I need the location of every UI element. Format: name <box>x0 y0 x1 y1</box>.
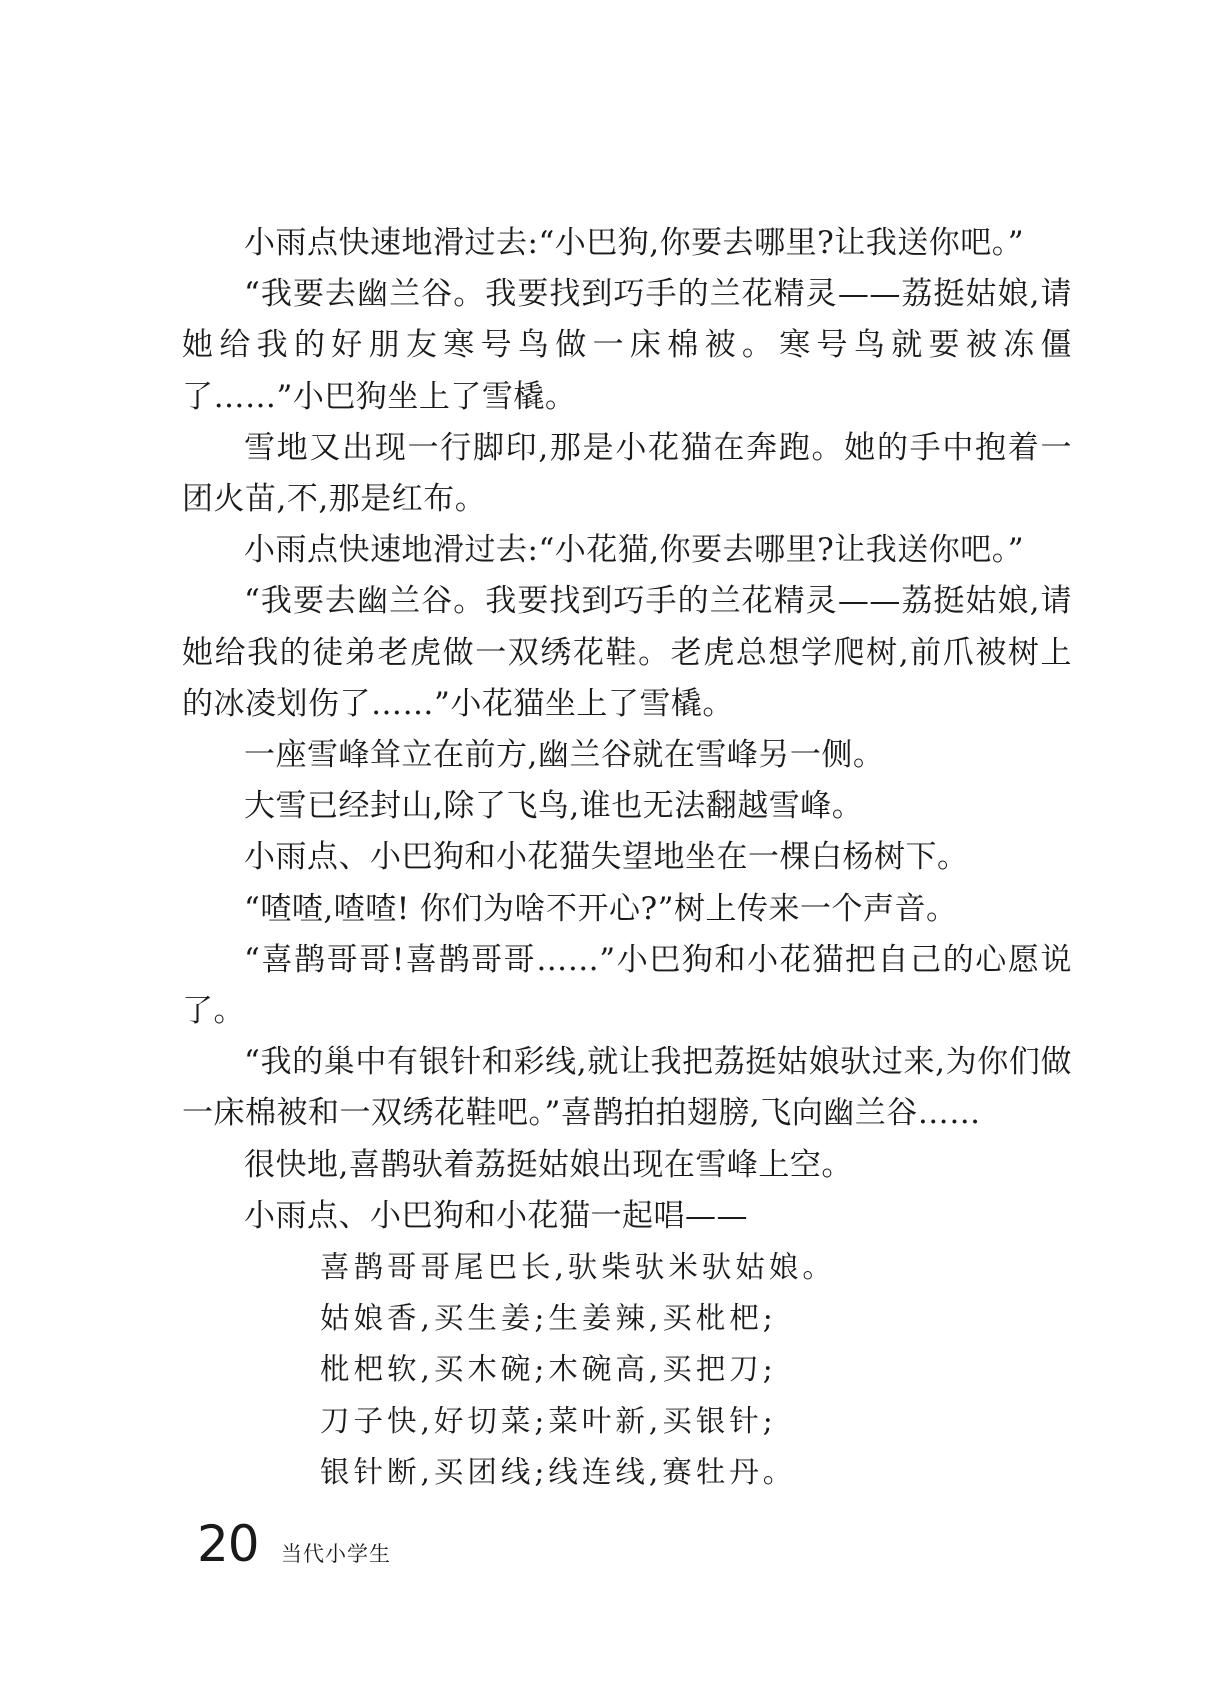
poem-line: 枇杷软,买木碗;木碗高,买把刀; <box>320 1352 777 1387</box>
paragraph: 很快地,喜鹊驮着荔挺姑娘出现在雪峰上空。 <box>244 1146 853 1183</box>
paragraph: 小雨点快速地滑过去:“小巴狗,你要去哪里?让我送你吧。” <box>244 225 1025 261</box>
paragraph: 大雪已经封山,除了飞鸟,谁也无法翻越雪峰。 <box>244 788 864 825</box>
poem-line: 喜鹊哥哥尾巴长,驮柴驮米驮姑娘。 <box>320 1250 836 1285</box>
paragraph: 小雨点、小巴狗和小花猫失望地坐在一棵白杨树下。 <box>244 839 969 876</box>
paragraph: “我的巢中有银针和彩线,就让我把荔挺姑娘驮过来,为你们做一床棉被和一双绣花鞋吧。”喜鹊拍拍翅膀,飞向幽兰谷…… <box>182 1044 1072 1132</box>
publication-title: 当代小学生 <box>281 1542 391 1566</box>
paragraph: “我要去幽兰谷。我要找到巧手的兰花精灵——荔挺姑娘,请她给我的徒弟老虎做一双绣花鞋。老虎总想学爬树,前爪被树上的冰凌划伤了……”小花猫坐上了雪橇。 <box>182 583 1072 722</box>
paragraph: “我要去幽兰谷。我要找到巧手的兰花精灵——荔挺姑娘,请她给我的好朋友寒号鸟做一床棉被。寒号鸟就要被冻僵了……”小巴狗坐上了雪橇。 <box>182 276 1072 415</box>
paragraph: “喜鹊哥哥!喜鹊哥哥……”小巴狗和小花猫把自己的心愿说了。 <box>182 941 1072 1030</box>
poem <box>182 1242 1072 1498</box>
paragraph: “喳喳,喳喳! 你们为啥不开心?”树上传来一个声音。 <box>244 890 958 927</box>
paragraph: 雪地又出现一行脚印,那是小花猫在奔跑。她的手中抱着一团火苗,不,那是红布。 <box>182 429 1072 518</box>
page-number: 20 <box>197 1515 259 1573</box>
paragraph: 小雨点、小巴狗和小花猫一起唱—— <box>244 1197 748 1234</box>
poem-line: 银针断,买团线;线连线,赛牡丹。 <box>320 1454 797 1489</box>
paragraph: 一座雪峰耸立在前方,幽兰谷就在雪峰另一侧。 <box>244 737 885 774</box>
paragraph: 小雨点快速地滑过去:“小花猫,你要去哪里?让我送你吧。” <box>244 532 1025 569</box>
poem-line: 姑娘香,买生姜;生姜辣,买枇杷; <box>320 1301 777 1336</box>
poem-line: 刀子快,好切菜;菜叶新,买银针; <box>320 1403 777 1438</box>
story-text <box>182 218 1072 1498</box>
